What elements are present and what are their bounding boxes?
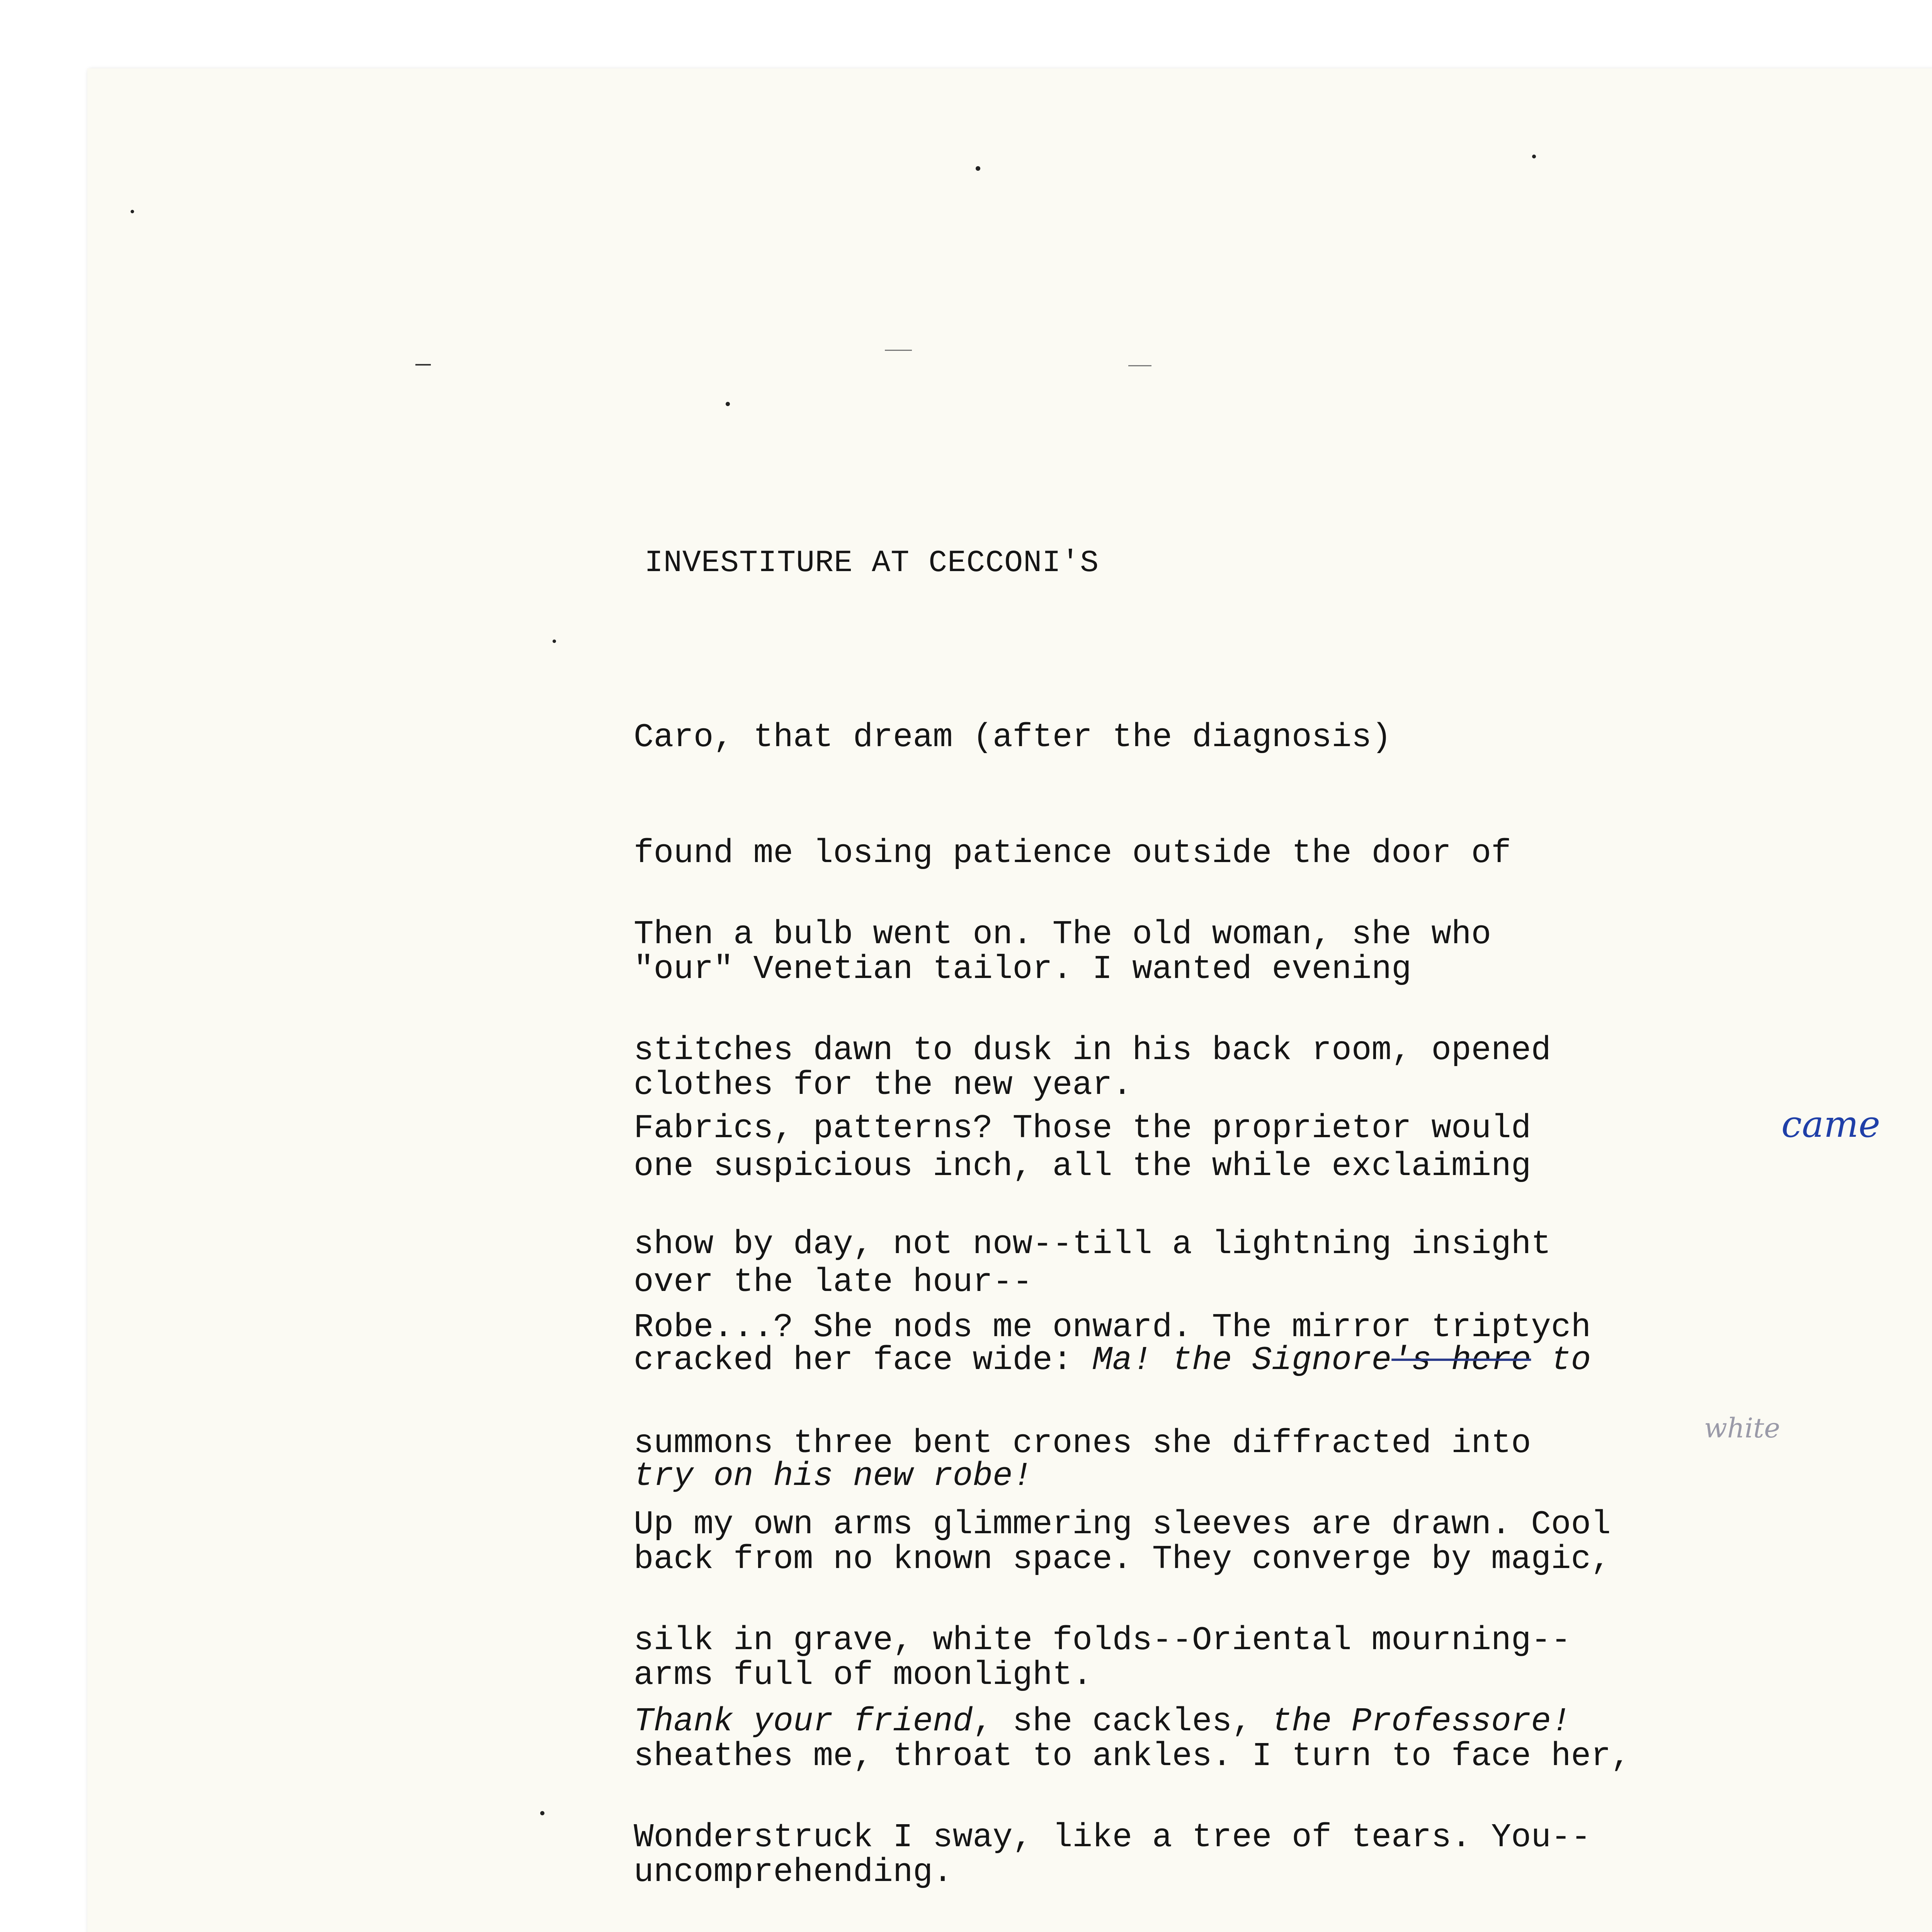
stray-dot bbox=[1532, 155, 1536, 158]
line-text: , she cackles, bbox=[973, 1702, 1272, 1740]
stray-mark bbox=[1128, 365, 1151, 366]
poem-line: sheathes me, throat to ankles. I turn to face her, bbox=[634, 1737, 1631, 1775]
poem-line: found me losing patience outside the door of bbox=[634, 834, 1511, 872]
poem-line bbox=[634, 1702, 1611, 1741]
poem-title: INVESTITURE AT CECCONI'S bbox=[645, 546, 1099, 581]
handwritten-margin-note: white bbox=[1704, 1412, 1780, 1444]
poem-line: uncomprehending. bbox=[634, 1853, 953, 1891]
italic-speech: the Professore! bbox=[1272, 1702, 1571, 1740]
poem-line: show by day, not now--till a lightning insight bbox=[634, 1225, 1551, 1263]
stray-mark bbox=[885, 350, 912, 351]
stray-dot bbox=[131, 210, 134, 213]
stray-dot bbox=[726, 402, 730, 406]
poem-line: Then a bulb went on. The old woman, she who bbox=[634, 915, 1492, 953]
italic-speech: Ma! the Signore bbox=[1092, 1341, 1392, 1379]
italic-speech: Thank your friend bbox=[634, 1702, 973, 1740]
poem-line: over the late hour-- bbox=[634, 1263, 1033, 1301]
poem-line: Up my own arms glimmering sleeves are drawn. Cool bbox=[634, 1505, 1611, 1543]
poem-line: clothes for the new year. bbox=[634, 1066, 1133, 1104]
stanza-6 bbox=[634, 1625, 1611, 1932]
struck-text: 's here bbox=[1391, 1341, 1531, 1379]
poem-line: one suspicious inch, all the while exclaiming bbox=[634, 1147, 1531, 1185]
poem-line: back from no known space. They converge by magic, bbox=[634, 1540, 1611, 1578]
poem-line: Fabrics, patterns? Those the proprietor would bbox=[634, 1109, 1531, 1147]
poem-line: try on his new robe! bbox=[634, 1457, 1033, 1495]
poem-line: Wonderstruck I sway, like a tree of tears. You-- bbox=[634, 1818, 1591, 1856]
poem-line: "our" Venetian tailor. I wanted evening bbox=[634, 950, 1412, 988]
stray-mark bbox=[415, 364, 431, 366]
stray-dot bbox=[976, 166, 980, 171]
handwritten-correction: came bbox=[1781, 1103, 1881, 1146]
line-text: cracked her face wide: bbox=[634, 1341, 1092, 1379]
poem-line: Caro, that dream (after the diagnosis) bbox=[634, 718, 1392, 756]
poem-line: Robe...? She nods me onward. The mirror triptych bbox=[634, 1308, 1591, 1346]
poem-line: summons three bent crones she diffracted into bbox=[634, 1424, 1531, 1462]
poem-line: arms full of moonlight. bbox=[634, 1656, 1092, 1694]
stray-dot bbox=[553, 639, 556, 643]
line-text: to bbox=[1531, 1341, 1591, 1379]
poem-line: silk in grave, white folds--Oriental mourning-- bbox=[634, 1621, 1571, 1659]
stray-dot bbox=[540, 1811, 544, 1815]
poem-line: stitches dawn to dusk in his back room, opened bbox=[634, 1031, 1551, 1069]
